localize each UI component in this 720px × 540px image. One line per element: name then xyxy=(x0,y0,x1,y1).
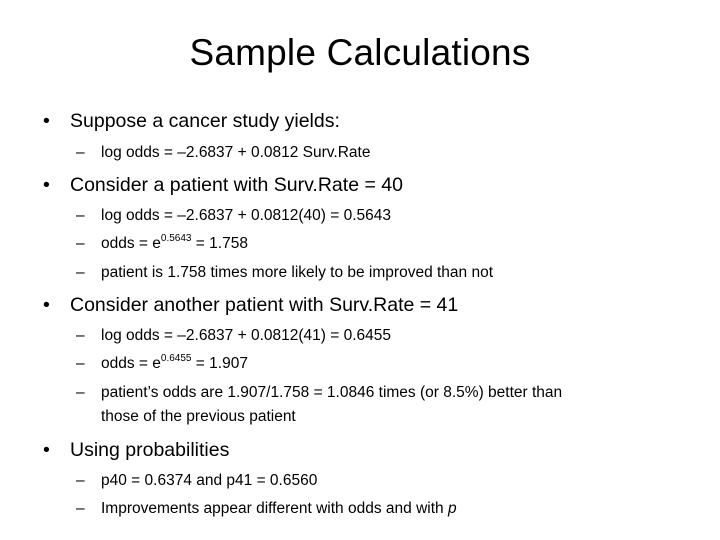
bullet-icon: • xyxy=(43,174,50,196)
sub-bullet-continuation xyxy=(101,406,296,428)
sub-bullet-item xyxy=(76,325,392,347)
dash-icon: – xyxy=(76,235,85,252)
bullet-text: Suppose a cancer study yields: xyxy=(70,110,340,132)
exponent: 0.5643 xyxy=(160,232,192,244)
sub-bullet-item xyxy=(76,232,248,255)
improvements-text: Improvements appear different with odds and with xyxy=(101,500,448,517)
bullet-icon: • xyxy=(43,294,50,316)
sub-bullet-item xyxy=(76,205,392,227)
sub-bullet-item xyxy=(76,498,457,520)
bullet-item xyxy=(43,293,459,317)
dash-icon: – xyxy=(76,144,85,161)
sub-bullet-text xyxy=(101,500,457,517)
bullet-text: Consider another patient with Surv.Rate = 41 xyxy=(70,294,459,316)
bullet-item xyxy=(43,438,230,462)
sub-bullet-item xyxy=(76,352,248,375)
sub-bullet-text xyxy=(101,352,248,372)
dash-icon: – xyxy=(76,500,85,517)
odds-prefix: odds = e xyxy=(101,235,161,252)
sub-bullet-text: log odds = –2.6837 + 0.0812 Surv.Rate xyxy=(101,144,371,161)
dash-icon: – xyxy=(76,355,85,372)
bullet-icon: • xyxy=(43,110,50,132)
bullet-icon: • xyxy=(43,439,50,461)
bullet-text: Consider a patient with Surv.Rate = 40 xyxy=(70,174,403,196)
bullet-text: Using probabilities xyxy=(70,439,230,461)
dash-icon: – xyxy=(76,472,85,489)
bullet-item xyxy=(43,109,340,133)
p-variable: p xyxy=(447,500,457,517)
sub-bullet-text: log odds = –2.6837 + 0.0812(40) = 0.5643 xyxy=(101,207,392,224)
sub-bullet-text xyxy=(101,232,248,252)
sub-bullet-text-line1: patient’s odds are 1.907/1.758 = 1.0846 times (or 8.5%) better than xyxy=(101,384,563,401)
sub-bullet-item xyxy=(76,142,371,164)
dash-icon: – xyxy=(76,384,85,401)
sub-bullet-item xyxy=(76,382,563,404)
sub-bullet-item xyxy=(76,262,494,284)
dash-icon: – xyxy=(76,264,85,281)
sub-bullet-text: log odds = –2.6837 + 0.0812(41) = 0.6455 xyxy=(101,327,392,344)
dash-icon: – xyxy=(76,327,85,344)
exponent: 0.6455 xyxy=(160,352,192,364)
dash-icon: – xyxy=(76,207,85,224)
sub-bullet-text: p40 = 0.6374 and p41 = 0.6560 xyxy=(101,472,318,489)
sub-bullet-text: patient is 1.758 times more likely to be improved than not xyxy=(101,264,494,281)
slide-title: Sample Calculations xyxy=(189,32,531,73)
odds-result: = 1.758 xyxy=(191,235,248,252)
bullet-item xyxy=(43,173,403,197)
sub-bullet-text-line2: those of the previous patient xyxy=(101,408,296,425)
odds-result: = 1.907 xyxy=(191,355,248,372)
odds-prefix: odds = e xyxy=(101,355,161,372)
sub-bullet-item xyxy=(76,470,318,492)
